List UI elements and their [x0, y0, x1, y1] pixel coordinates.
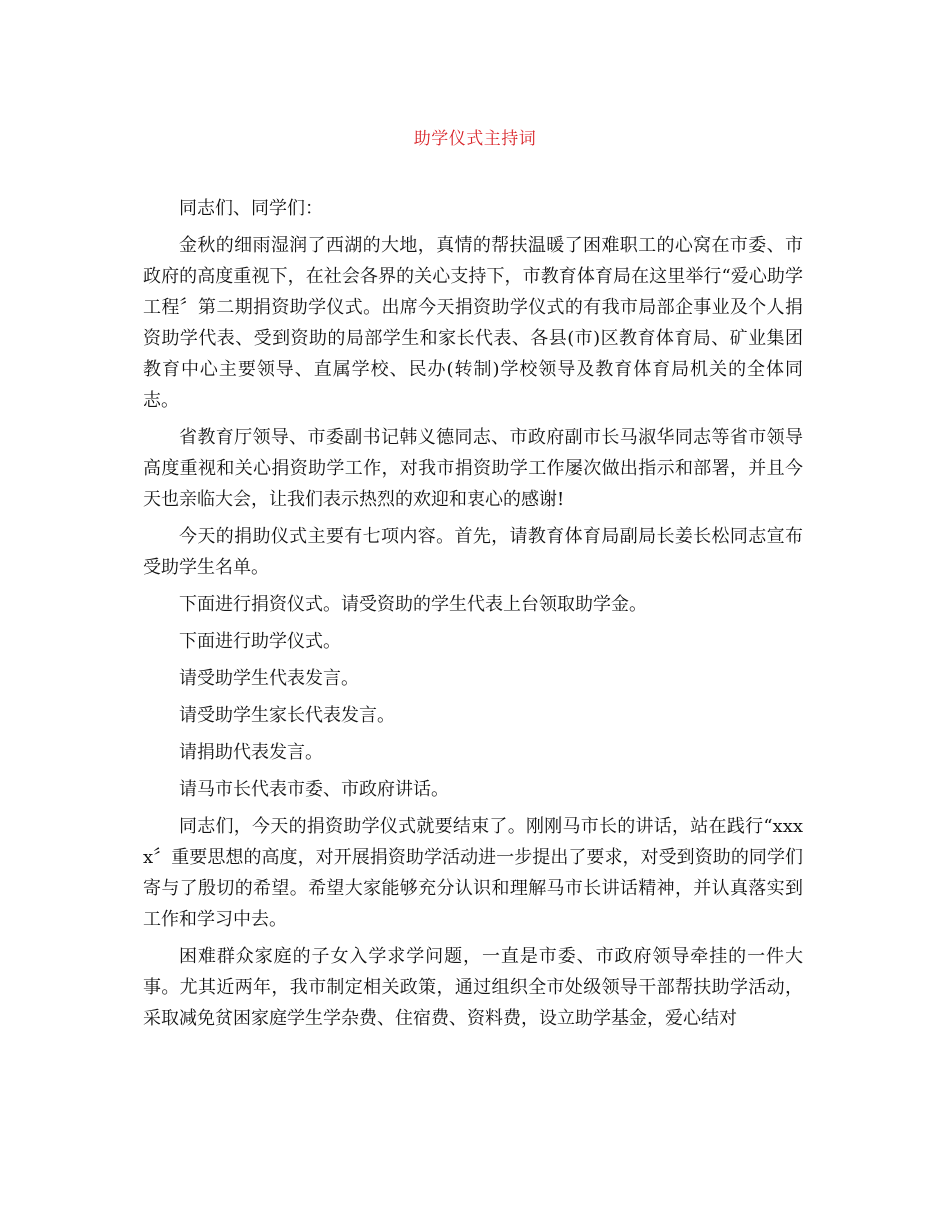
paragraph-student-speech: 请受助学生代表发言。: [179, 668, 359, 689]
paragraph-donation: 下面进行捐资仪式。请受资助的学生代表上台领取助学金。: [179, 594, 647, 615]
paragraph-aid-ceremony: 下面进行助学仪式。: [179, 631, 341, 652]
document-title: 助学仪式主持词: [413, 129, 537, 149]
paragraph-closing: 同志们，今天的捐资助学仪式就要结束了。刚刚马市长的讲话，站在践行“xxxx〞重要思想的高度，对开展捐资助学活动进一步提出了要求，对受到资助的同学们寄与了殷切的希望。希望大家能够充分认识和理解马市长讲话精神，并认真落实到工作和学习中去。: [143, 816, 803, 930]
paragraph-leaders: 省教育厅领导、市委副书记韩义德同志、市政府副市长马淑华同志等省市领导高度重视和关心捐资助学工作，对我市捐资助学工作屡次做出指示和部署，并且今天也亲临大会，让我们表示热烈的欢迎和衷心的感谢!: [143, 427, 803, 510]
paragraph-donor-speech: 请捐助代表发言。: [179, 742, 323, 763]
document-body: [143, 193, 803, 1040]
paragraph-agenda: 今天的捐助仪式主要有七项内容。首先，请教育体育局副局长姜长松同志宣布受助学生名单。: [143, 526, 803, 578]
paragraph-greeting: 同志们、同学们：: [179, 198, 323, 219]
paragraph-background: 困难群众家庭的子女入学求学问题，一直是市委、市政府领导牵挂的一件大事。尤其近两年，我市制定相关政策，通过组织全市处级领导干部帮扶助学活动，采取减免贫困家庭学生学杂费、住宿费、资料费，设立助学基金，爱心结对: [143, 946, 803, 1029]
paragraph-opening: 金秋的细雨湿润了西湖的大地，真情的帮扶温暖了困难职工的心窝在市委、市政府的高度重视下，在社会各界的关心支持下，市教育体育局在这里举行“爱心助学工程〞第二期捐资助学仪式。出席今天捐资助学仪式的有我市局部企事业及个人捐资助学代表、受到资助的局部学生和家长代表、各县(市)区教育体育局、矿业集团教育中心主要领导、直属学校、民办(转制)学校领导及教育体育局机关的全体同志。: [143, 235, 803, 411]
paragraph-mayor-speech: 请马市长代表市委、市政府讲话。: [179, 779, 449, 800]
paragraph-parent-speech: 请受助学生家长代表发言。: [179, 705, 395, 726]
